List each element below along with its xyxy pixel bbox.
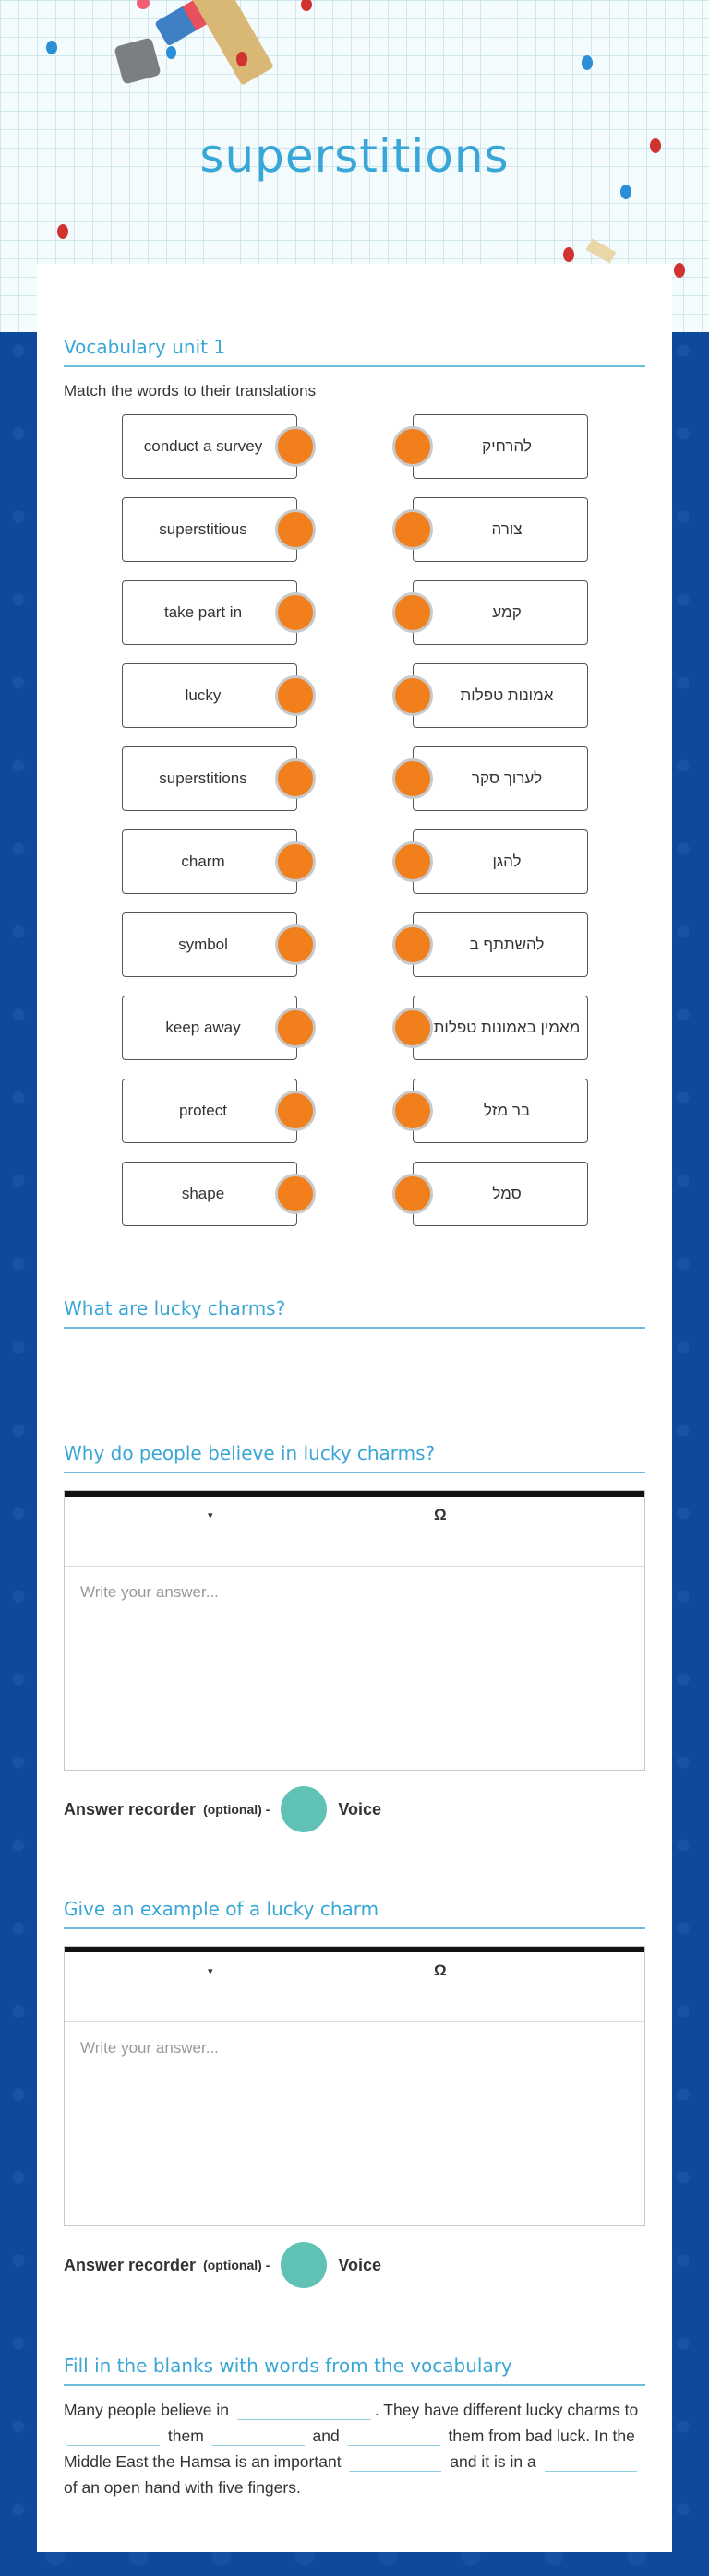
- match-term-left[interactable]: superstitions: [122, 746, 297, 811]
- section-title-what-are-lucky-charms: What are lucky charms?: [64, 1297, 645, 1329]
- confetti-dot: [166, 46, 176, 59]
- match-connector-left[interactable]: [275, 675, 316, 716]
- fill-text-segment: them from bad luck. In the Middle East the Hamsa is an important: [64, 2427, 635, 2471]
- match-row: [37, 829, 672, 894]
- match-connector-left[interactable]: [275, 426, 316, 467]
- confetti-dot: [674, 263, 685, 278]
- section-title-example-lucky-charm: Give an example of a lucky charm: [64, 1898, 645, 1929]
- match-term-right[interactable]: מאמין באמונות טפלות: [413, 996, 588, 1060]
- voice-record-button[interactable]: [281, 1786, 327, 1832]
- match-connector-left[interactable]: [275, 1174, 316, 1214]
- match-term-left[interactable]: keep away: [122, 996, 297, 1060]
- fill-text-segment: . They have different lucky charms to: [374, 2401, 639, 2419]
- match-connector-right[interactable]: [392, 426, 433, 467]
- match-connector-right[interactable]: [392, 509, 433, 550]
- section-title-vocabulary: Vocabulary unit 1: [64, 336, 645, 367]
- voice-label: Voice: [338, 1799, 382, 1819]
- blank-input[interactable]: [545, 2453, 637, 2472]
- section-title-fill-blanks: Fill in the blanks with words from the vocabulary: [64, 2355, 645, 2386]
- match-term-left[interactable]: symbol: [122, 912, 297, 977]
- confetti-dot: [46, 41, 57, 54]
- match-term-right[interactable]: לערוך סקר: [413, 746, 588, 811]
- match-term-right[interactable]: צורה: [413, 497, 588, 562]
- blank-input[interactable]: [349, 2453, 441, 2472]
- match-term-left[interactable]: superstitious: [122, 497, 297, 562]
- match-row: [37, 497, 672, 562]
- match-term-right[interactable]: בר מזל: [413, 1079, 588, 1143]
- match-term-left[interactable]: shape: [122, 1162, 297, 1226]
- match-term-right[interactable]: להשתתף ב: [413, 912, 588, 977]
- matching-instruction: Match the words to their translations: [64, 382, 317, 400]
- section-title-why-believe: Why do people believe in lucky charms?: [64, 1442, 645, 1473]
- match-connector-left[interactable]: [275, 1008, 316, 1048]
- format-dropdown-icon[interactable]: ▾: [208, 1966, 213, 1977]
- format-dropdown-icon[interactable]: ▾: [208, 1510, 213, 1521]
- answer-placeholder[interactable]: Write your answer...: [80, 1583, 219, 1601]
- blank-input[interactable]: [212, 2427, 305, 2446]
- match-term-left[interactable]: take part in: [122, 580, 297, 645]
- match-connector-right[interactable]: [392, 1174, 433, 1214]
- confetti-dot: [563, 247, 574, 262]
- match-term-left[interactable]: lucky: [122, 663, 297, 728]
- answer-recorder-why-believe: [64, 1786, 381, 1832]
- match-term-right[interactable]: קמע: [413, 580, 588, 645]
- match-row: [37, 663, 672, 728]
- match-term-right[interactable]: אמונות טפלות: [413, 663, 588, 728]
- match-connector-left[interactable]: [275, 509, 316, 550]
- match-connector-left[interactable]: [275, 1091, 316, 1131]
- page-title: superstitions: [199, 129, 510, 183]
- confetti-dot: [620, 185, 631, 199]
- match-connector-left[interactable]: [275, 758, 316, 799]
- match-row: [37, 746, 672, 811]
- match-term-left[interactable]: protect: [122, 1079, 297, 1143]
- match-row: [37, 1079, 672, 1143]
- special-characters-icon[interactable]: Ω: [434, 1506, 447, 1523]
- fill-in-blanks-paragraph: [64, 2397, 645, 2500]
- match-term-right[interactable]: להרחיק: [413, 414, 588, 479]
- confetti-dot: [57, 224, 68, 239]
- worksheet-card: [37, 264, 672, 2552]
- fill-text-segment: and: [312, 2427, 340, 2445]
- match-row: [37, 580, 672, 645]
- blank-input[interactable]: [348, 2427, 440, 2446]
- match-connector-right[interactable]: [392, 1091, 433, 1131]
- confetti-dot: [236, 52, 247, 66]
- fill-text-segment: of an open hand with five fingers.: [64, 2478, 301, 2497]
- recorder-label: Answer recorder: [64, 2255, 197, 2274]
- answer-placeholder[interactable]: Write your answer...: [80, 2039, 219, 2057]
- match-row: [37, 996, 672, 1060]
- match-term-right[interactable]: להגן: [413, 829, 588, 894]
- editor-toolbar: [65, 1497, 644, 1567]
- recorder-optional-label: (optional) -: [203, 1802, 270, 1817]
- match-row: [37, 1162, 672, 1226]
- recorder-optional-label: (optional) -: [203, 2258, 270, 2272]
- voice-label: Voice: [338, 2255, 382, 2274]
- answer-recorder-example: [64, 2242, 381, 2288]
- match-connector-right[interactable]: [392, 758, 433, 799]
- special-characters-icon[interactable]: Ω: [434, 1962, 447, 1979]
- match-term-left[interactable]: conduct a survey: [122, 414, 297, 479]
- match-connector-left[interactable]: [275, 841, 316, 882]
- blank-input[interactable]: [67, 2427, 160, 2446]
- answer-editor-why-believe[interactable]: [64, 1490, 645, 1771]
- match-connector-left[interactable]: [275, 592, 316, 633]
- match-connector-left[interactable]: [275, 924, 316, 965]
- fill-text-segment: Many people believe in: [64, 2401, 230, 2419]
- match-connector-right[interactable]: [392, 924, 433, 965]
- match-connector-right[interactable]: [392, 841, 433, 882]
- answer-editor-example[interactable]: [64, 1946, 645, 2226]
- recorder-label: Answer recorder: [64, 1799, 197, 1819]
- editor-toolbar: [65, 1952, 644, 2022]
- match-connector-right[interactable]: [392, 592, 433, 633]
- match-row: [37, 912, 672, 977]
- match-row: [37, 414, 672, 479]
- match-term-right[interactable]: סמל: [413, 1162, 588, 1226]
- match-connector-right[interactable]: [392, 675, 433, 716]
- blank-input[interactable]: [237, 2402, 371, 2420]
- voice-record-button[interactable]: [281, 2242, 327, 2288]
- fill-text-segment: them: [167, 2427, 204, 2445]
- match-connector-right[interactable]: [392, 1008, 433, 1048]
- match-term-left[interactable]: charm: [122, 829, 297, 894]
- confetti-dot: [582, 55, 593, 70]
- fill-text-segment: and it is in a: [450, 2452, 536, 2471]
